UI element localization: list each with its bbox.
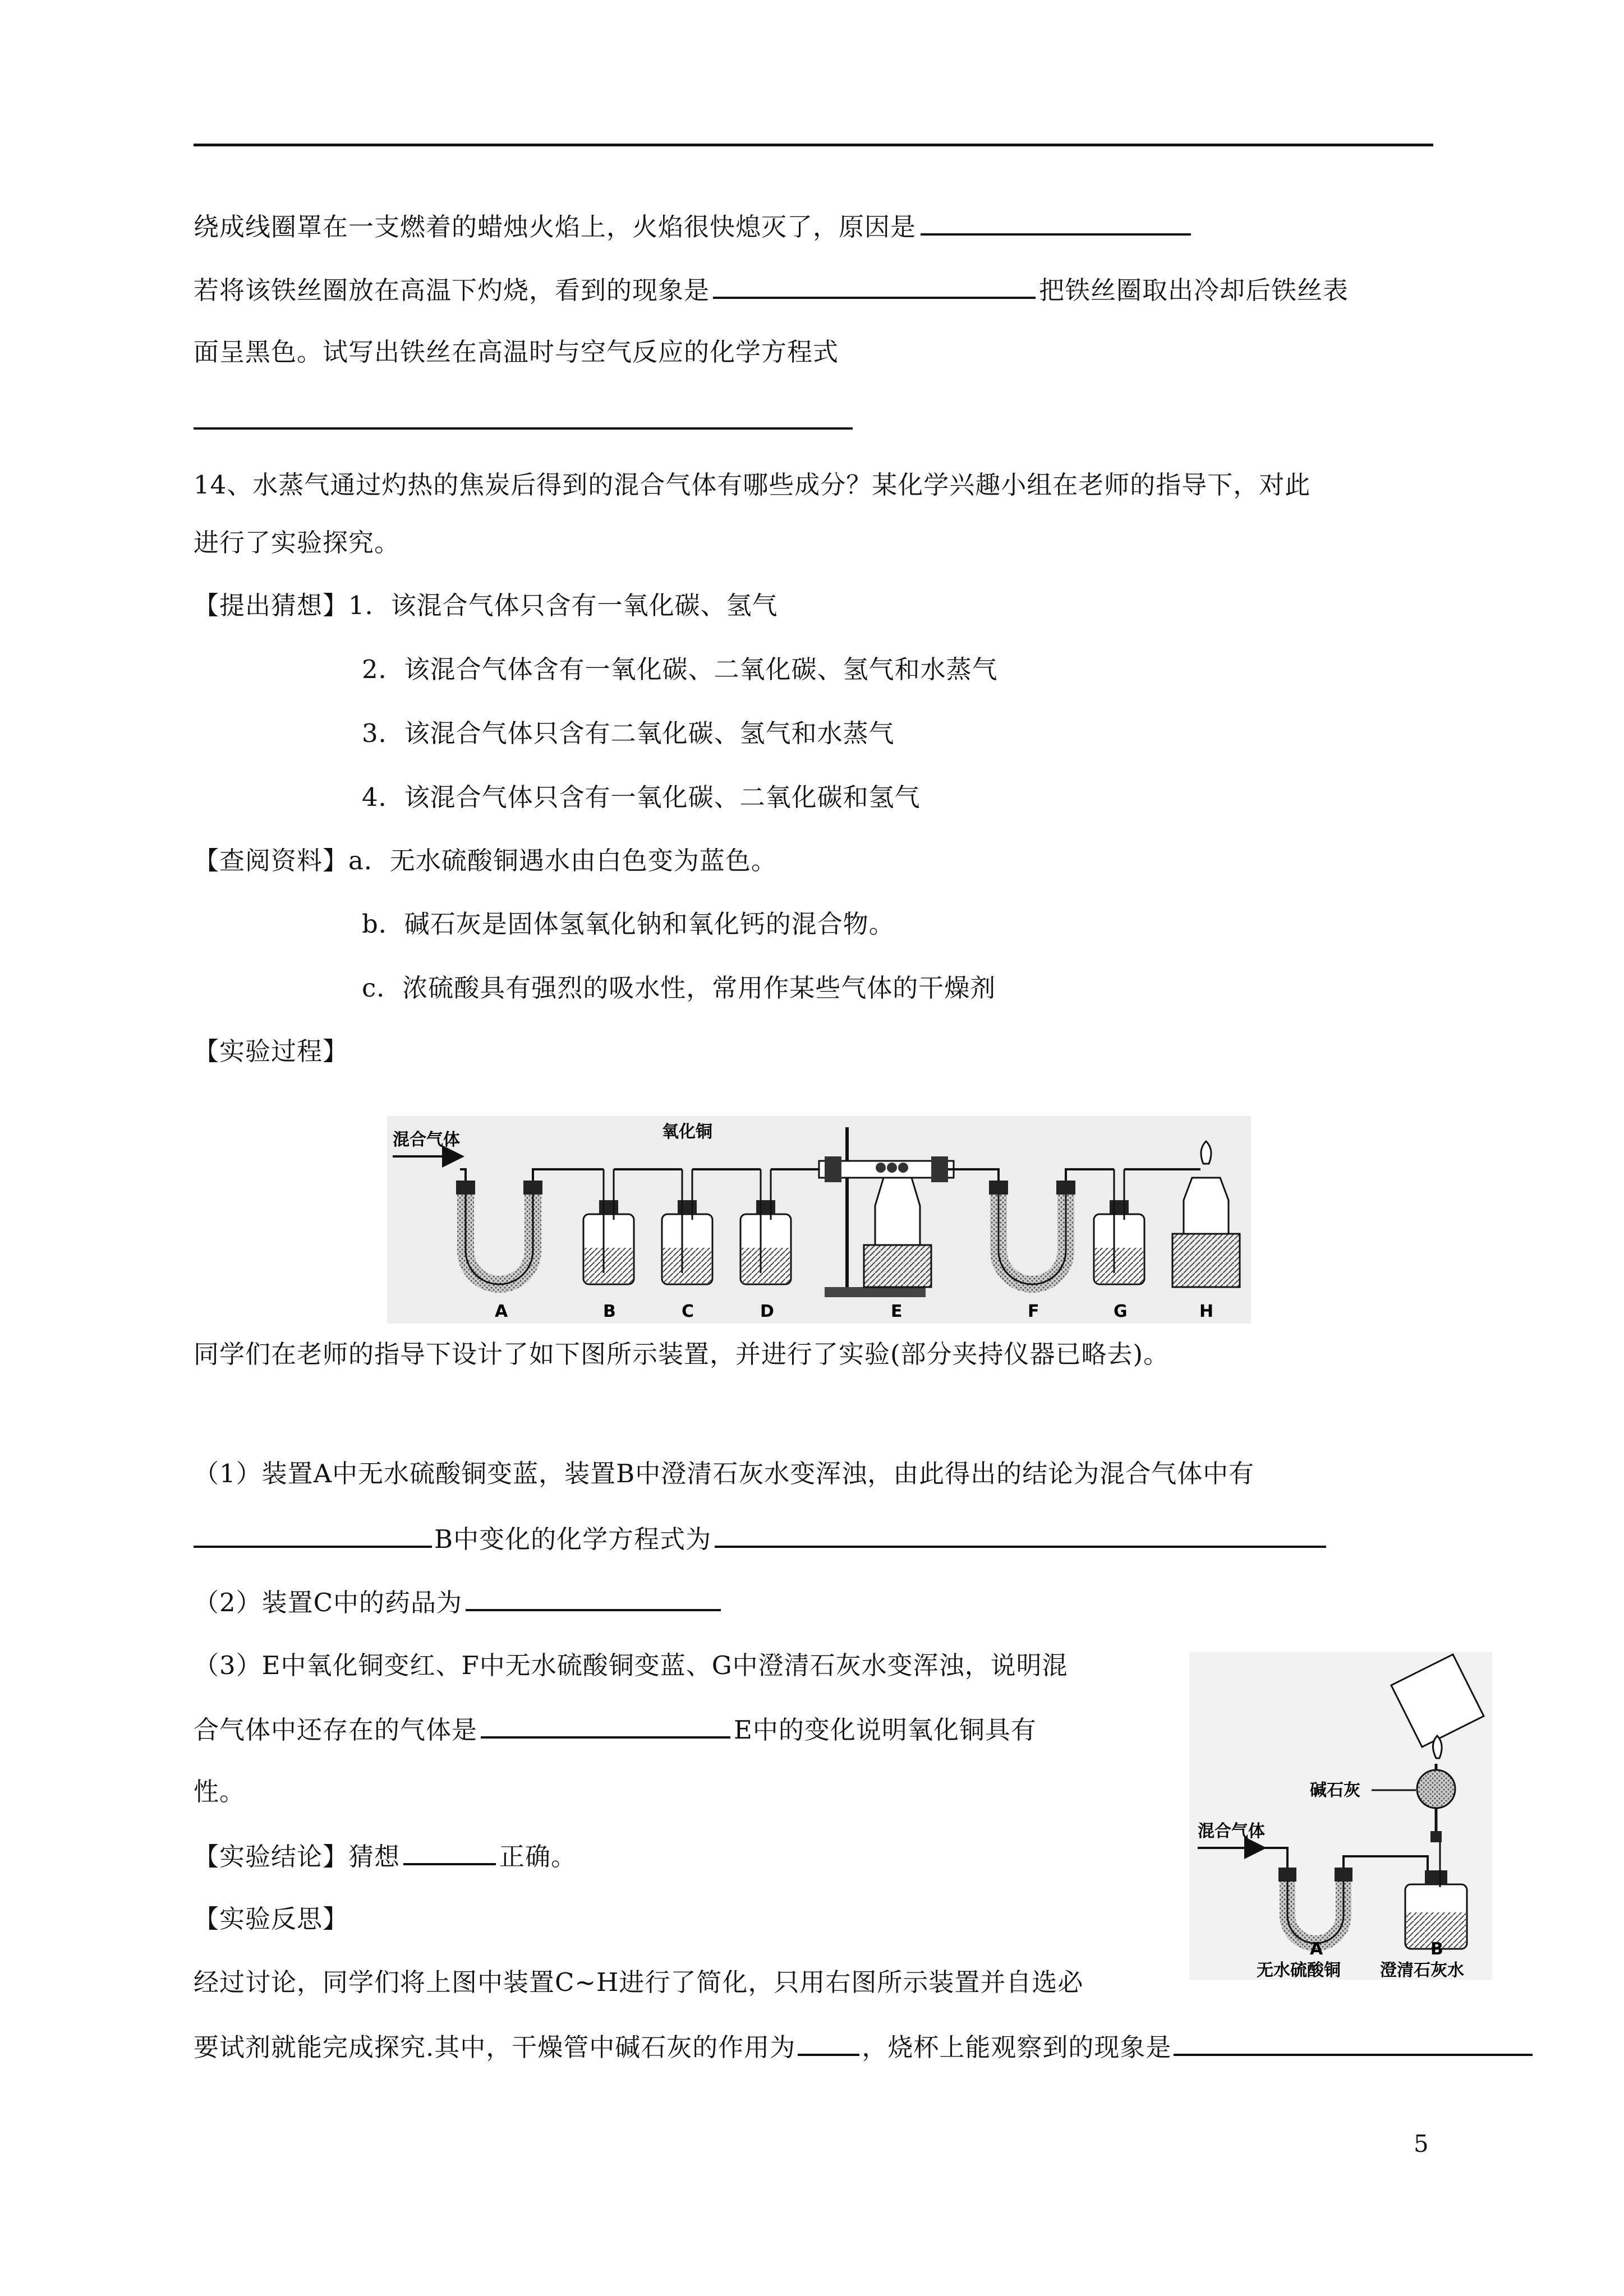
reflection-line-2 (194, 2029, 1533, 2064)
inlet-label: 混合气体 (1198, 1822, 1265, 1841)
page-number: 5 (1414, 2130, 1429, 2157)
hypothesis-item: 2．该混合气体含有一氧化碳、二氧化碳、氢气和水蒸气 (362, 654, 998, 684)
hypothesis-item: 3．该混合气体只含有二氧化碳、氢气和水蒸气 (362, 718, 895, 748)
reference-row-1 (194, 844, 777, 878)
label-b: B (1430, 1939, 1443, 1959)
label-a-name: 无水硫酸铜 (1257, 1961, 1341, 1980)
reference-label: 【查阅资料】 (194, 846, 349, 875)
figure-caption: 同学们在老师的指导下设计了如下图所示装置，并进行了实验(部分夹持仪器已略去)。 (194, 1339, 1170, 1369)
answer-blank[interactable] (713, 272, 1036, 299)
text-line-2 (194, 272, 1349, 307)
reference-item: a．无水硫酸铜遇水由白色变为蓝色。 (348, 846, 777, 875)
lime-label: 碱石灰 (1310, 1781, 1360, 1800)
answer-blank[interactable] (1174, 2029, 1533, 2056)
text: 【实验结论】猜想 (194, 1842, 401, 1871)
hypothesis-label: 【提出猜想】 (194, 591, 349, 620)
label-a: A (495, 1302, 508, 1321)
text-line-1 (194, 209, 1191, 244)
label-d: D (760, 1302, 774, 1321)
question-14-line-2: 进行了实验探究。 (194, 528, 401, 557)
answer-blank[interactable] (798, 2029, 859, 2056)
label-a: A (1310, 1939, 1323, 1959)
subquestion-1: （1）装置A中无水硫酸铜变蓝，装置B中澄清石灰水变浑浊，由此得出的结论为混合气体中有 (194, 1459, 1255, 1488)
label-f: F (1028, 1302, 1039, 1321)
inlet-label: 混合气体 (393, 1130, 460, 1150)
text: 要试剂就能完成探究.其中，干燥管中碱石灰的作用为 (194, 2032, 796, 2062)
answer-blank[interactable] (481, 1712, 730, 1739)
answer-blank[interactable] (715, 1521, 1326, 1548)
cuo-label: 氧化铜 (662, 1122, 712, 1142)
label-c: C (682, 1302, 694, 1321)
text: 正确。 (499, 1842, 577, 1871)
subquestion-2 (194, 1584, 721, 1620)
hypothesis-item: 4．该混合气体只含有一氧化碳、二氧化碳和氢气 (362, 782, 921, 812)
reference-item: c．浓硫酸具有强烈的吸水性，常用作某些气体的干燥剂 (362, 973, 996, 1003)
label-b-name: 澄清石灰水 (1380, 1961, 1464, 1980)
hypothesis-row-1 (194, 589, 778, 623)
header-rule (194, 144, 1433, 146)
label-h: H (1199, 1302, 1214, 1321)
reflection-line-1: 经过讨论，同学们将上图中装置C~H进行了简化，只用右图所示装置并自选必 (194, 1967, 1084, 1997)
equation-answer-blank[interactable] (194, 427, 853, 430)
reflection-label: 【实验反思】 (194, 1904, 349, 1934)
hypothesis-item: 1．该混合气体只含有一氧化碳、氢气 (348, 591, 778, 620)
subquestion-1-cont (194, 1521, 1326, 1556)
subquestion-3-end: 性。 (194, 1777, 246, 1806)
label-b: B (603, 1302, 616, 1321)
text: 绕成线圈罩在一支燃着的蜡烛火焰上，火焰很快熄灭了，原因是 (194, 212, 917, 242)
reference-item: b．碱石灰是固体氢氧化钠和氧化钙的混合物。 (362, 909, 895, 939)
apparatus-figure (387, 1116, 1251, 1324)
text: E中的变化说明氧化铜具有 (734, 1715, 1037, 1745)
text: 把铁丝圈取出冷却后铁丝表 (1039, 275, 1349, 305)
question-14-line-1: 14、水蒸气通过灼热的焦炭后得到的混合气体有哪些成分？某化学兴趣小组在老师的指导下，对此 (194, 470, 1311, 500)
flame-icon (1433, 1736, 1442, 1758)
label-g: G (1114, 1302, 1128, 1321)
text: 若将该铁丝圈放在高温下灼烧，看到的现象是 (194, 275, 710, 305)
subquestion-3: （3）E中氧化铜变红、F中无水硫酸铜变蓝、G中澄清石灰水变浑浊，说明混 (194, 1650, 1068, 1680)
text: 合气体中还存在的气体是 (194, 1715, 478, 1745)
answer-blank[interactable] (921, 209, 1191, 236)
text: （2）装置C中的药品为 (194, 1588, 463, 1617)
conclusion-row (194, 1838, 577, 1874)
process-label: 【实验过程】 (194, 1036, 349, 1066)
label-e: E (891, 1302, 903, 1321)
text: B中变化的化学方程式为 (434, 1524, 712, 1554)
text-line-3: 面呈黑色。试写出铁丝在高温时与空气反应的化学方程式 (194, 337, 839, 367)
answer-blank[interactable] (466, 1584, 721, 1611)
subquestion-3-cont (194, 1712, 1037, 1747)
text: ，烧杯上能观察到的现象是 (862, 2032, 1172, 2062)
answer-blank[interactable] (403, 1838, 496, 1865)
answer-blank[interactable] (194, 1521, 432, 1548)
simplified-apparatus-figure (1189, 1652, 1492, 1980)
